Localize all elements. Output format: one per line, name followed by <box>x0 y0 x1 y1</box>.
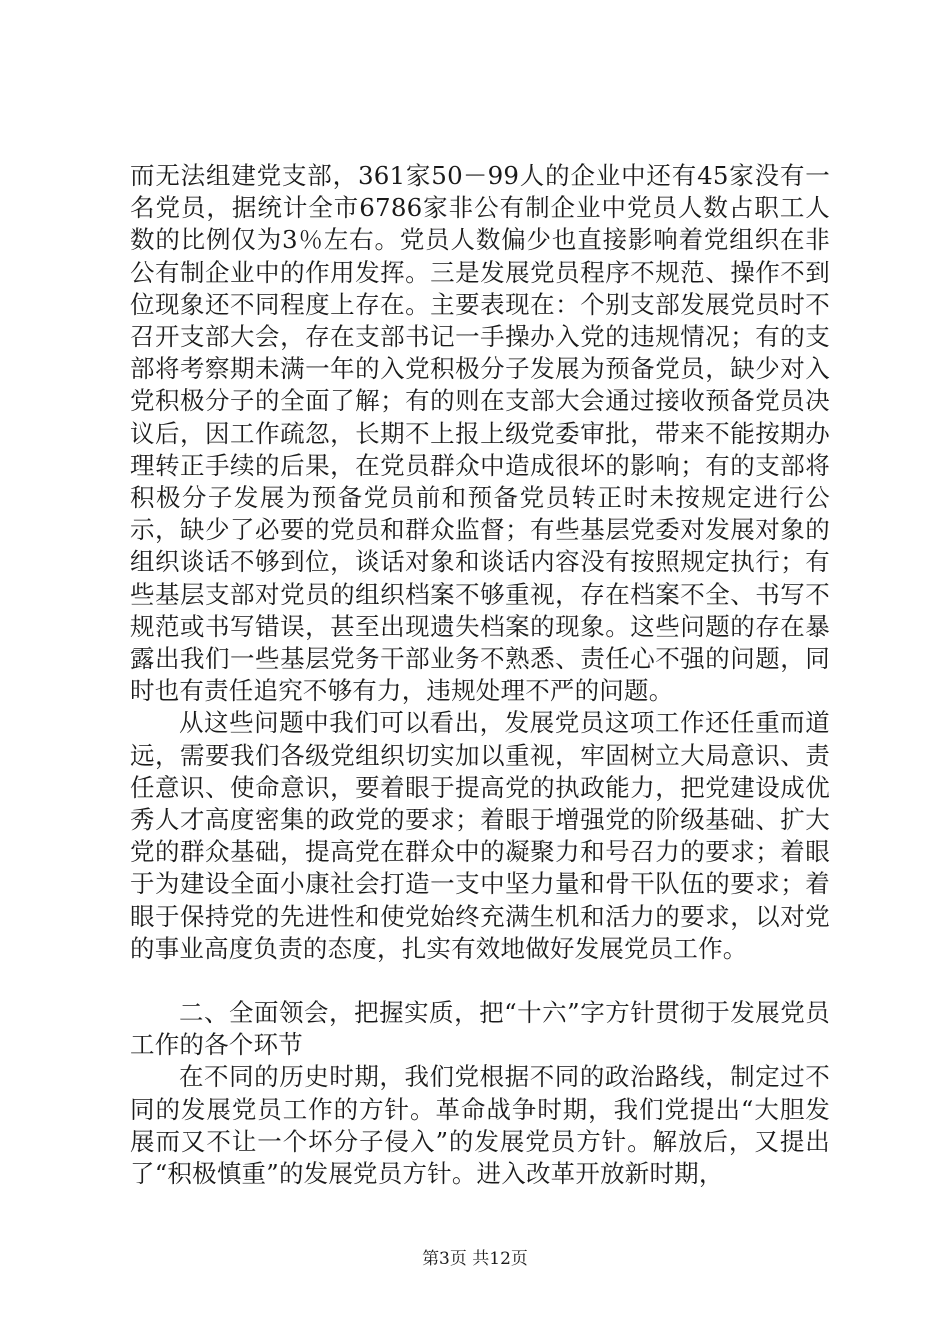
paragraph-conclusion: 从这些问题中我们可以看出，发展党员这项工作还任重而道远，需要我们各级党组织切实加以重视，牢固树立大局意识、责任意识、使命意识，要着眼于提高党的执政能力，把党建设成优秀人才高度密集的政党的要求；着眼于增强党的阶级基础、扩大党的群众基础，提高党在群众中的凝聚力和号召力的要求；着眼于为建设全面小康社会打造一支中坚力量和骨干队伍的要求；着眼于保持党的先进性和使党始终充满生机和活力的要求，以对党的事业高度负责的态度，扎实有效地做好发展党员工作。 <box>130 708 830 963</box>
paragraph-history: 在不同的历史时期，我们党根据不同的政治路线，制定过不同的发展党员工作的方针。革命战争时期，我们党提出“大胆发展而又不让一个坏分子侵入”的发展党员方针。解放后，又提出了“积极慎重”的发展党员方针。进入改革开放新时期， <box>130 1062 830 1189</box>
paragraph-continued: 而无法组建党支部，361家50－99人的企业中还有45家没有一名党员，据统计全市6786家非公有制企业中党员人数占职工人数的比例仅为3％左右。党员人数偏少也直接影响着党组织在非公有制企业中的作用发挥。三是发展党员程序不规范、操作不到位现象还不同程度上存在。主要表现在：个别支部发展党员时不召开支部大会，存在支部书记一手操办入党的违规情况；有的支部将考察期未满一年的入党积极分子发展为预备党员，缺少对入党积极分子的全面了解；有的则在支部大会通过接收预备党员决议后，因工作疏忽，长期不上报上级党委审批，带来不能按期办理转正手续的后果，在党员群众中造成很坏的影响；有的支部将积极分子发展为预备党员前和预备党员转正时未按规定进行公示，缺少了必要的党员和群众监督；有些基层党委对发展对象的组织谈话不够到位，谈话对象和谈话内容没有按照规定执行；有些基层支部对党员的组织档案不够重视，存在档案不全、书写不规范或书写错误，甚至出现遗失档案的现象。这些问题的存在暴露出我们一些基层党务干部业务不熟悉、责任心不强的问题，同时也有责任追究不够有力，违规处理不严的问题。 <box>130 161 830 706</box>
page-number-footer: 第3页 共12页 <box>422 1249 528 1269</box>
document-body <box>130 160 830 1190</box>
section-heading-2: 二、全面领会，把握实质，把“十六”字方针贯彻于发展党员工作的各个环节 <box>130 998 830 1060</box>
